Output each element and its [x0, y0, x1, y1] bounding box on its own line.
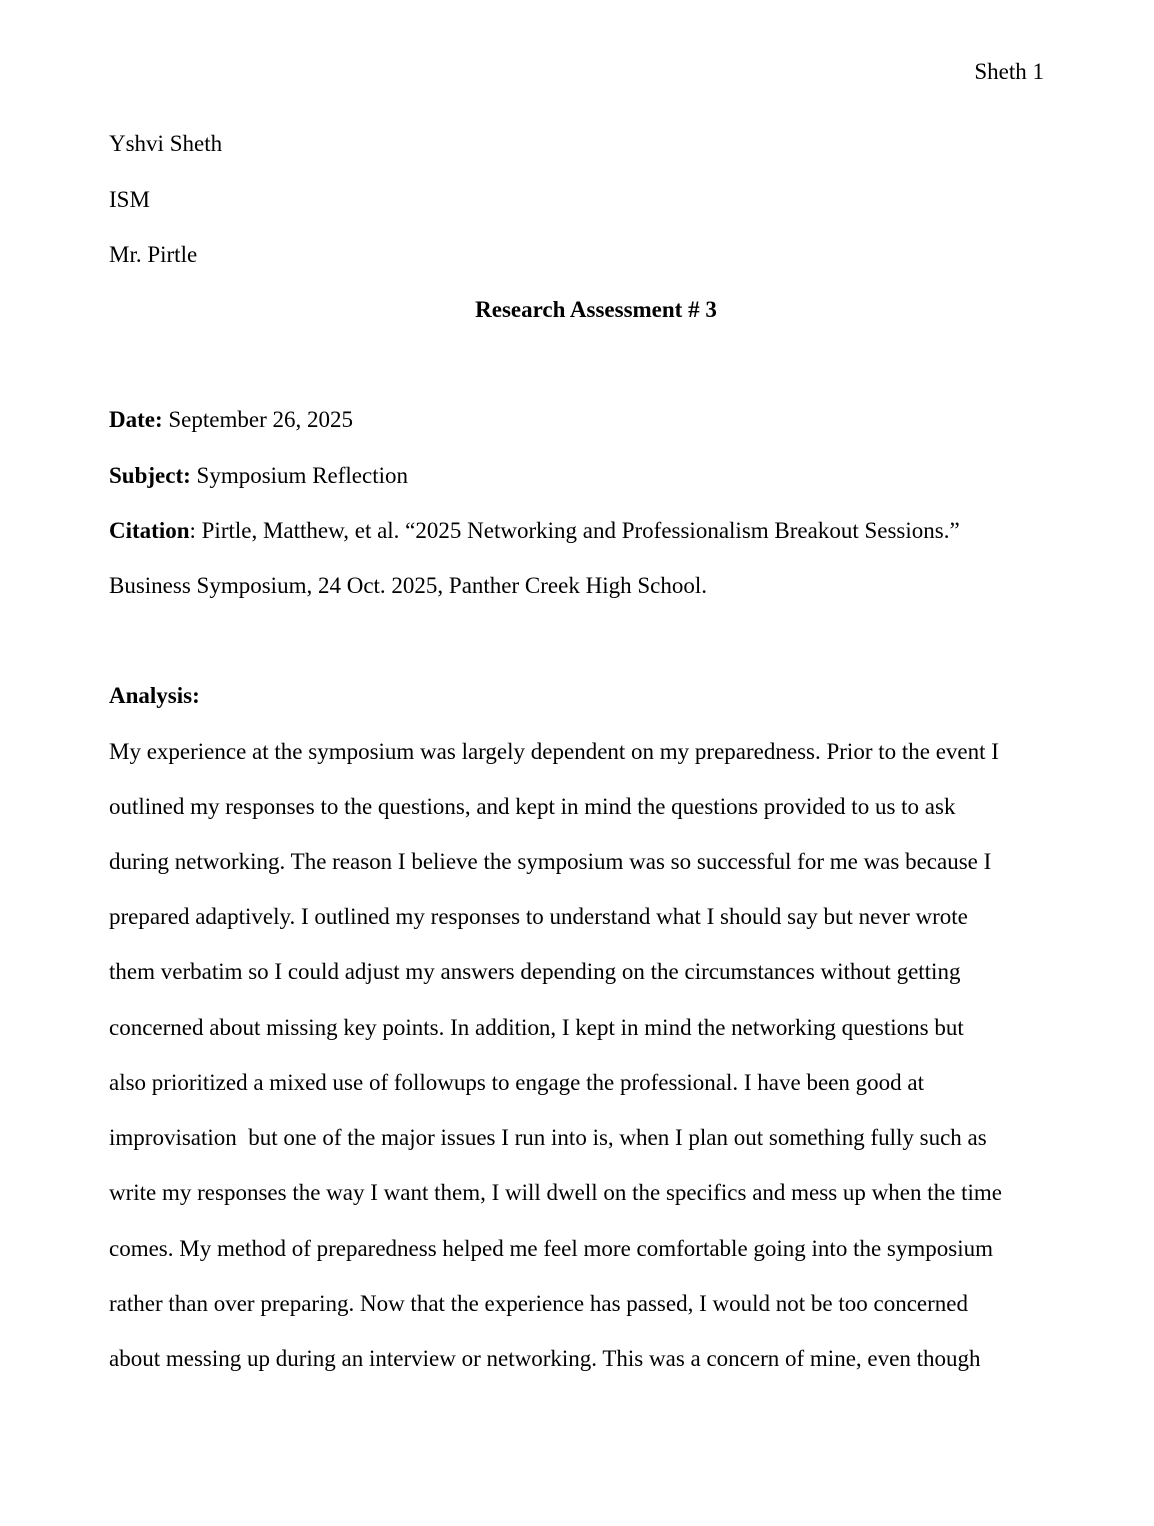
subject-label: Subject: [109, 463, 191, 488]
subject-line [109, 462, 408, 490]
date-value: September 26, 2025 [162, 407, 353, 432]
date-line [109, 406, 353, 434]
analysis-line: during networking. The reason I believe the symposium was so successful for me was because I [109, 849, 992, 874]
citation-label: Citation [109, 518, 190, 543]
analysis-line: comes. My method of preparedness helped me feel more comfortable going into the symposium [109, 1236, 993, 1261]
citation-line-1 [109, 517, 960, 545]
citation-text-1: : Pirtle, Matthew, et al. “2025 Networking and Professionalism Breakout Sessions.” [189, 518, 960, 543]
analysis-line: them verbatim so I could adjust my answers depending on the circumstances without getting [109, 959, 961, 984]
analysis-line: My experience at the symposium was largely dependent on my preparedness. Prior to the event I [109, 739, 999, 764]
course-name: ISM [109, 187, 150, 212]
analysis-line: concerned about missing key points. In addition, I kept in mind the networking questions but [109, 1015, 964, 1040]
analysis-line: also prioritized a mixed use of followups to engage the professional. I have been good at [109, 1070, 924, 1095]
teacher-name: Mr. Pirtle [109, 242, 198, 267]
subject-value: Symposium Reflection [190, 463, 408, 488]
date-label: Date: [109, 407, 163, 432]
analysis-line: rather than over preparing. Now that the experience has passed, I would not be too concerned [109, 1291, 968, 1316]
student-name: Yshvi Sheth [109, 131, 223, 156]
analysis-line: improvisation but one of the major issues I run into is, when I plan out something fully such as [109, 1125, 987, 1150]
document-title: Research Assessment # 3 [475, 297, 717, 322]
analysis-line: about messing up during an interview or networking. This was a concern of mine, even though [109, 1346, 981, 1371]
analysis-line: prepared adaptively. I outlined my responses to understand what I should say but never wrote [109, 904, 968, 929]
citation-line-2: Business Symposium, 24 Oct. 2025, Panther Creek High School. [109, 573, 707, 598]
analysis-line: write my responses the way I want them, I will dwell on the specifics and mess up when the time [109, 1180, 1002, 1205]
running-head: Sheth 1 [974, 59, 1044, 84]
analysis-line: outlined my responses to the questions, and kept in mind the questions provided to us to ask [109, 794, 956, 819]
analysis-label: Analysis: [109, 683, 200, 708]
